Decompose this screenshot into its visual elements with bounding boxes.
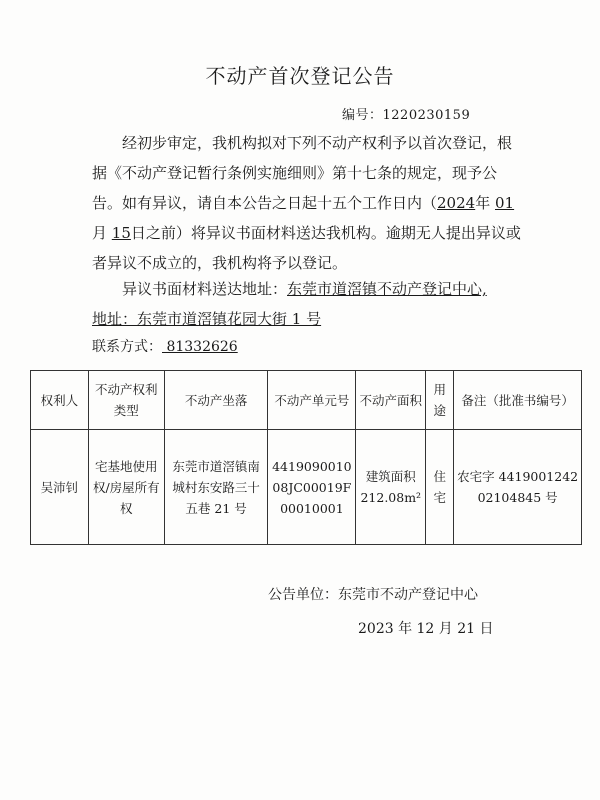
deadline-month: 01 bbox=[495, 194, 515, 212]
month-suffix: 月 bbox=[92, 224, 108, 242]
cell-remark: 农宅字 441900124202104845 号 bbox=[454, 430, 582, 545]
paragraph-text: 经初步审定，我机构拟对下列不动产权利予以首次登记，根据《不动产登记暂行条例实施细则》第十七条的规定，现予公告。如有异议，请自本公告之日起十五个工作日内（ bbox=[92, 134, 513, 212]
header-owner: 权利人 bbox=[31, 371, 89, 430]
table-row bbox=[31, 430, 582, 545]
document-number: 编号：1220230159 bbox=[342, 108, 471, 123]
cell-right-type: 宅基地使用权/房屋所有权 bbox=[88, 430, 164, 545]
issuing-unit: 公告单位：东莞市不动产登记中心 bbox=[268, 587, 478, 603]
objection-label: 异议书面材料送达地址： bbox=[122, 280, 288, 298]
cell-unit-number: 441909001008JC00019F00010001 bbox=[268, 430, 356, 545]
header-remark: 备注（批准书编号） bbox=[454, 371, 582, 430]
year-suffix: 年 bbox=[475, 194, 491, 212]
objection-address-paragraph bbox=[92, 274, 524, 334]
table-header-row bbox=[31, 371, 582, 430]
paragraph-text-end: 日之前）将异议书面材料送达我机构。逾期无人提出异议或者异议不成立的，我机构将予以登记。 bbox=[92, 224, 521, 272]
header-location: 不动产坐落 bbox=[164, 371, 268, 430]
cell-location: 东莞市道滘镇南城村东安路三十五巷 21 号 bbox=[164, 430, 268, 545]
cell-owner: 吴沛钊 bbox=[31, 430, 89, 545]
deadline-year: 2024 bbox=[437, 194, 476, 212]
contact-label: 联系方式： bbox=[92, 339, 162, 355]
notice-title: 不动产首次登记公告 bbox=[205, 64, 395, 88]
contact-phone: 81332626 bbox=[162, 339, 238, 355]
header-area: 不动产面积 bbox=[356, 371, 426, 430]
header-unit-number: 不动产单元号 bbox=[268, 371, 356, 430]
cell-area: 建筑面积 212.08m² bbox=[356, 430, 426, 545]
office-address: 地址：东莞市道滘镇花园大街 1 号 bbox=[92, 310, 322, 328]
issue-date: 2023 年 12 月 21 日 bbox=[358, 621, 494, 637]
header-right-type: 不动产权利类型 bbox=[88, 371, 164, 430]
cell-usage: 住宅 bbox=[426, 430, 454, 545]
office-name: 东莞市道滘镇不动产登记中心, bbox=[287, 280, 487, 298]
notice-paragraph bbox=[92, 128, 524, 278]
deadline-day: 15 bbox=[111, 224, 131, 242]
registration-table bbox=[30, 370, 582, 545]
header-usage: 用途 bbox=[426, 371, 454, 430]
contact-line bbox=[92, 335, 238, 359]
